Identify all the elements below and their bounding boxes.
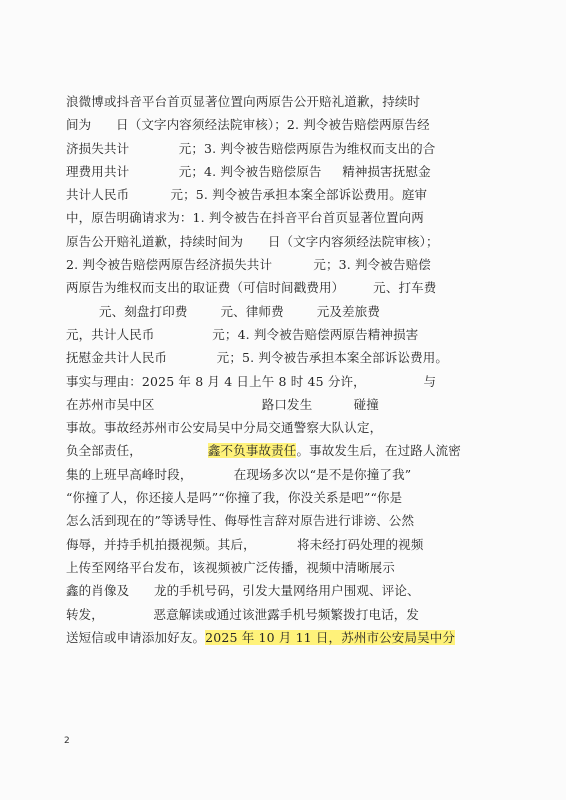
- text-segment: 理费用共计 元；4. 判令被告赔偿原告 精神损害抚慰金: [66, 163, 431, 179]
- text-segment: 共计人民币 元；5. 判令被告承担本案全部诉讼费用。庭审: [66, 187, 428, 203]
- text-segment: 转发， 恶意解读或通过该泄露手机号频繁拨打电话，发: [66, 606, 420, 622]
- text-line: [66, 276, 516, 299]
- text-line: [66, 346, 516, 369]
- page-number: 2: [64, 736, 70, 746]
- text-line: [66, 439, 516, 462]
- text-line: [66, 393, 516, 416]
- text-line: [66, 463, 516, 486]
- text-line: [66, 603, 516, 626]
- text-line: [66, 486, 516, 509]
- text-segment: 元，共计人民币 元；4. 判令被告赔偿两原告精神损害: [66, 326, 419, 342]
- text-segment: 两原告为维权而支出的取证费（可信时间戳费用） 元、打车费: [66, 280, 437, 296]
- text-segment: 事实与理由：2025 年 8 月 4 日上午 8 时 45 分许， 与: [66, 373, 437, 389]
- text-segment: 2. 判令被告赔偿两原告经济损失共计 元；3. 判令被告赔偿: [66, 257, 431, 273]
- text-line: [66, 300, 516, 323]
- text-segment: 事故。事故经苏州市公安局吴中分局交通警察大队认定，: [66, 420, 383, 436]
- text-segment: 抚慰金共计人民币 元；5. 判令被告承担本案全部诉讼费用。: [66, 350, 449, 366]
- text-segment: 。事故发生后，在过路人流密: [296, 443, 461, 459]
- text-segment: 原告公开赔礼道歉，持续时间为 日（文字内容须经法院审核）；: [66, 233, 439, 249]
- text-line: [66, 416, 516, 439]
- highlighted-text: 2025 年 10 月 11 日，苏州市公安局吴中分: [205, 629, 456, 645]
- text-segment: 元、刻盘打印费 元、律师费 元及差旅费: [66, 303, 381, 319]
- text-segment: 怎么活到现在的”等诱导性、侮辱性言辞对原告进行诽谤、公然: [66, 513, 415, 529]
- text-segment: “你撞了人，你还接人是吗”“你撞了我，你没关系是吧”“你是: [66, 490, 403, 506]
- text-line: [66, 113, 516, 136]
- text-segment: 负全部责任，: [66, 443, 208, 459]
- text-segment: 浪微博或抖音平台首页显著位置向两原告公开赔礼道歉，持续时: [66, 94, 421, 109]
- text-line: [66, 160, 516, 183]
- text-line: [66, 556, 516, 579]
- text-segment: 济损失共计 元；3. 判令被告赔偿两原告为维权而支出的合: [66, 140, 436, 156]
- text-line: [66, 533, 516, 556]
- text-segment: 送短信或申请添加好友。: [66, 629, 206, 645]
- text-line: [66, 370, 516, 393]
- highlighted-text: 鑫不负事故责任: [207, 443, 297, 459]
- text-segment: 鑫的肖像及 龙的手机号码，引发大量网络用户围观、评论、: [66, 583, 420, 599]
- text-line: [66, 137, 516, 160]
- text-segment: 集的上班早高峰时段， 在现场多次以“是不是你撞了我”: [66, 466, 412, 482]
- text-line: [66, 579, 516, 602]
- text-segment: 侮辱，并持手机拍摄视频。其后， 将未经打码处理的视频: [66, 536, 424, 552]
- document-body: [66, 90, 516, 649]
- text-line: [66, 230, 516, 253]
- text-segment: 上传至网络平台发布，该视频被广泛传播，视频中清晰展示: [66, 559, 395, 575]
- text-line: [66, 206, 516, 229]
- text-line: [66, 323, 516, 346]
- text-segment: 在苏州市吴中区 路口发生 碰撞: [66, 396, 379, 412]
- text-segment: 间为 日（文字内容须经法院审核）；2. 判令被告赔偿两原告经: [66, 117, 430, 133]
- text-line: [66, 253, 516, 276]
- text-line: [66, 626, 516, 649]
- text-line: [66, 90, 516, 113]
- text-line: [66, 509, 516, 532]
- text-line: [66, 183, 516, 206]
- text-segment: 中，原告明确请求为：1. 判令被告在抖音平台首页显著位置向两: [66, 210, 424, 226]
